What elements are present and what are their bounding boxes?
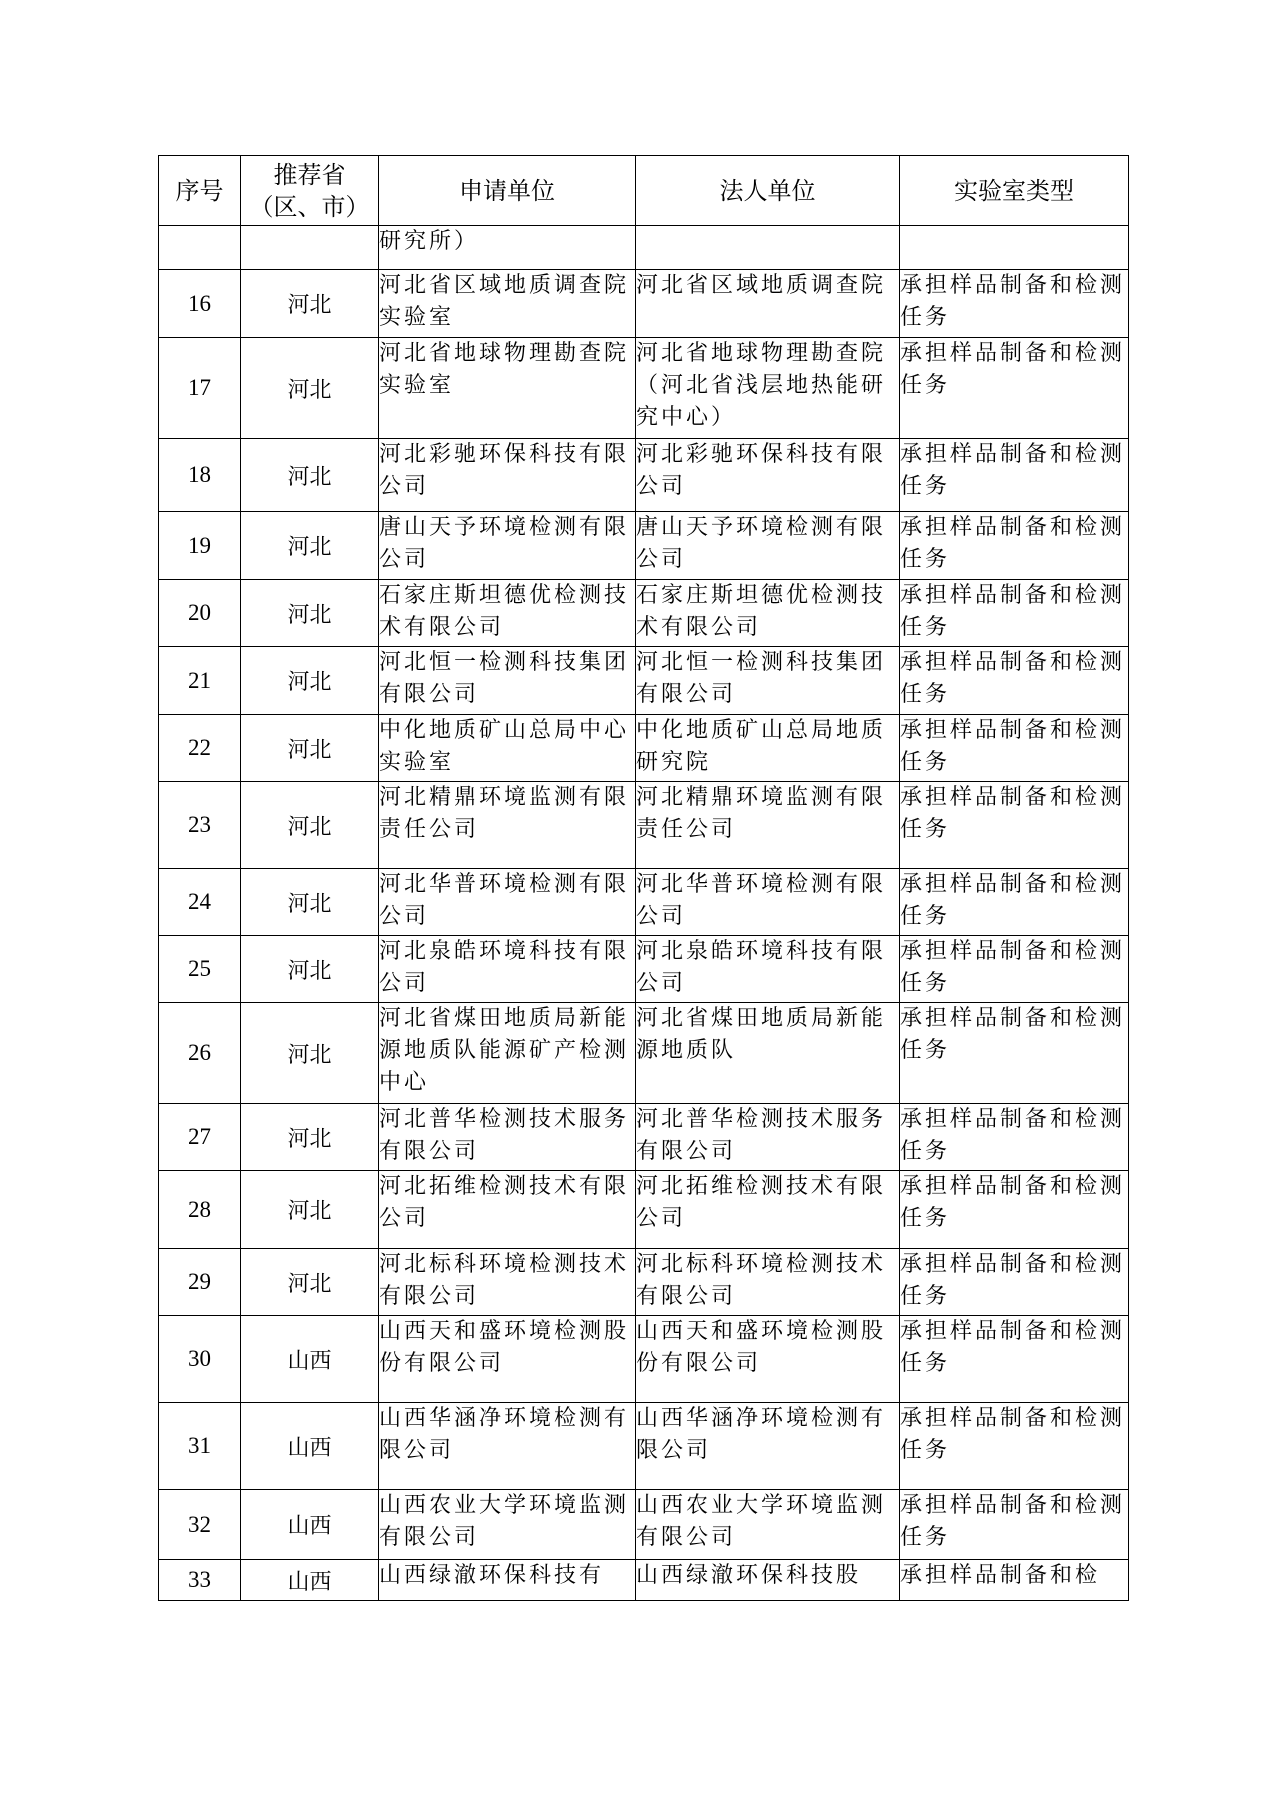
row-province-cell: 河北 [241, 647, 379, 715]
row-index-cell: 26 [159, 1003, 241, 1104]
row-index-cell: 29 [159, 1249, 241, 1316]
continuation-index-cell [159, 226, 241, 270]
header-applicant: 申请单位 [379, 156, 636, 226]
row-index-cell: 20 [159, 580, 241, 647]
header-province-line2: （区、市） [249, 192, 370, 221]
row-lab-type-cell: 承担样品制备和检测任务 [900, 782, 1129, 869]
row-index-cell: 28 [159, 1171, 241, 1249]
row-province-cell: 山西 [241, 1316, 379, 1403]
row-index-cell: 33 [159, 1560, 241, 1601]
row-index-cell: 21 [159, 647, 241, 715]
row-province-cell: 河北 [241, 439, 379, 512]
row-province-cell: 山西 [241, 1490, 379, 1560]
header-province [241, 156, 379, 226]
row-index-cell: 30 [159, 1316, 241, 1403]
row-lab-type-cell: 承担样品制备和检测任务 [900, 1316, 1129, 1403]
row-lab-type-cell: 承担样品制备和检 [900, 1560, 1129, 1601]
row-applicant-cell: 河北标科环境检测技术有限公司 [379, 1249, 636, 1316]
row-province-cell: 河北 [241, 1104, 379, 1171]
row-province-cell: 山西 [241, 1560, 379, 1601]
row-index-cell: 25 [159, 936, 241, 1003]
row-province-cell: 山西 [241, 1403, 379, 1490]
row-lab-type-cell: 承担样品制备和检测任务 [900, 715, 1129, 782]
row-legal-entity-cell: 河北省煤田地质局新能源地质队 [636, 1003, 900, 1104]
header-row [159, 156, 1129, 226]
row-index-cell: 16 [159, 270, 241, 338]
row-lab-type-cell: 承担样品制备和检测任务 [900, 1490, 1129, 1560]
row-legal-entity-cell: 石家庄斯坦德优检测技术有限公司 [636, 580, 900, 647]
table-row [159, 512, 1129, 580]
table-row [159, 1171, 1129, 1249]
continuation-row [159, 226, 1129, 270]
row-legal-entity-cell: 河北华普环境检测有限公司 [636, 869, 900, 936]
row-index-cell: 17 [159, 338, 241, 439]
table-row [159, 647, 1129, 715]
continuation-province-cell [241, 226, 379, 270]
row-province-cell: 河北 [241, 869, 379, 936]
row-province-cell: 河北 [241, 338, 379, 439]
table-row [159, 1560, 1129, 1601]
table-row [159, 869, 1129, 936]
row-index-cell: 18 [159, 439, 241, 512]
row-province-cell: 河北 [241, 1003, 379, 1104]
row-applicant-cell: 中化地质矿山总局中心实验室 [379, 715, 636, 782]
table-row [159, 715, 1129, 782]
row-lab-type-cell: 承担样品制备和检测任务 [900, 1249, 1129, 1316]
row-lab-type-cell: 承担样品制备和检测任务 [900, 647, 1129, 715]
row-province-cell: 河北 [241, 715, 379, 782]
table-row [159, 782, 1129, 869]
row-applicant-cell: 河北省地球物理勘查院实验室 [379, 338, 636, 439]
continuation-applicant-cell: 研究所） [379, 226, 636, 270]
row-applicant-cell: 河北省煤田地质局新能源地质队能源矿产检测中心 [379, 1003, 636, 1104]
row-legal-entity-cell: 河北彩驰环保科技有限公司 [636, 439, 900, 512]
row-province-cell: 河北 [241, 936, 379, 1003]
row-legal-entity-cell: 中化地质矿山总局地质研究院 [636, 715, 900, 782]
row-applicant-cell: 河北精鼎环境监测有限责任公司 [379, 782, 636, 869]
table-row [159, 439, 1129, 512]
row-lab-type-cell: 承担样品制备和检测任务 [900, 1104, 1129, 1171]
row-lab-type-cell: 承担样品制备和检测任务 [900, 869, 1129, 936]
continuation-type-cell [900, 226, 1129, 270]
row-applicant-cell: 河北恒一检测科技集团有限公司 [379, 647, 636, 715]
row-province-cell: 河北 [241, 580, 379, 647]
row-lab-type-cell: 承担样品制备和检测任务 [900, 1403, 1129, 1490]
row-legal-entity-cell: 唐山天予环境检测有限公司 [636, 512, 900, 580]
row-legal-entity-cell: 山西天和盛环境检测股份有限公司 [636, 1316, 900, 1403]
row-legal-entity-cell: 河北精鼎环境监测有限责任公司 [636, 782, 900, 869]
row-lab-type-cell: 承担样品制备和检测任务 [900, 439, 1129, 512]
row-index-cell: 24 [159, 869, 241, 936]
row-province-cell: 河北 [241, 1249, 379, 1316]
row-legal-entity-cell: 山西农业大学环境监测有限公司 [636, 1490, 900, 1560]
row-province-cell: 河北 [241, 1171, 379, 1249]
row-legal-entity-cell: 山西华涵净环境检测有限公司 [636, 1403, 900, 1490]
table-row [159, 338, 1129, 439]
table-row [159, 1316, 1129, 1403]
row-index-cell: 19 [159, 512, 241, 580]
table-row [159, 1403, 1129, 1490]
row-index-cell: 31 [159, 1403, 241, 1490]
continuation-legal-cell [636, 226, 900, 270]
row-index-cell: 32 [159, 1490, 241, 1560]
header-index: 序号 [159, 156, 241, 226]
row-province-cell: 河北 [241, 270, 379, 338]
row-legal-entity-cell: 河北标科环境检测技术有限公司 [636, 1249, 900, 1316]
row-applicant-cell: 河北华普环境检测有限公司 [379, 869, 636, 936]
table-row [159, 1249, 1129, 1316]
row-index-cell: 27 [159, 1104, 241, 1171]
row-legal-entity-cell: 河北省地球物理勘查院（河北省浅层地热能研究中心） [636, 338, 900, 439]
row-lab-type-cell: 承担样品制备和检测任务 [900, 580, 1129, 647]
row-applicant-cell: 河北彩驰环保科技有限公司 [379, 439, 636, 512]
row-index-cell: 23 [159, 782, 241, 869]
table-row [159, 580, 1129, 647]
row-legal-entity-cell: 河北拓维检测技术有限公司 [636, 1171, 900, 1249]
row-applicant-cell: 石家庄斯坦德优检测技术有限公司 [379, 580, 636, 647]
laboratory-list-table [158, 155, 1129, 1601]
row-legal-entity-cell: 河北普华检测技术服务有限公司 [636, 1104, 900, 1171]
row-lab-type-cell: 承担样品制备和检测任务 [900, 1171, 1129, 1249]
table-row [159, 936, 1129, 1003]
row-lab-type-cell: 承担样品制备和检测任务 [900, 270, 1129, 338]
row-applicant-cell: 唐山天予环境检测有限公司 [379, 512, 636, 580]
row-applicant-cell: 河北普华检测技术服务有限公司 [379, 1104, 636, 1171]
table-row [159, 1490, 1129, 1560]
table-body [159, 226, 1129, 1601]
header-lab-type: 实验室类型 [900, 156, 1129, 226]
row-lab-type-cell: 承担样品制备和检测任务 [900, 1003, 1129, 1104]
header-legal-entity: 法人单位 [636, 156, 900, 226]
row-legal-entity-cell: 河北省区域地质调查院 [636, 270, 900, 338]
row-legal-entity-cell: 山西绿澈环保科技股 [636, 1560, 900, 1601]
table-row [159, 270, 1129, 338]
row-lab-type-cell: 承担样品制备和检测任务 [900, 936, 1129, 1003]
table-row [159, 1003, 1129, 1104]
row-legal-entity-cell: 河北恒一检测科技集团有限公司 [636, 647, 900, 715]
row-applicant-cell: 山西绿澈环保科技有 [379, 1560, 636, 1601]
row-applicant-cell: 河北省区域地质调查院实验室 [379, 270, 636, 338]
row-applicant-cell: 河北泉皓环境科技有限公司 [379, 936, 636, 1003]
row-index-cell: 22 [159, 715, 241, 782]
row-applicant-cell: 山西农业大学环境监测有限公司 [379, 1490, 636, 1560]
row-applicant-cell: 山西华涵净环境检测有限公司 [379, 1403, 636, 1490]
header-province-line1: 推荐省 [273, 160, 346, 189]
row-lab-type-cell: 承担样品制备和检测任务 [900, 338, 1129, 439]
row-legal-entity-cell: 河北泉皓环境科技有限公司 [636, 936, 900, 1003]
row-applicant-cell: 河北拓维检测技术有限公司 [379, 1171, 636, 1249]
row-applicant-cell: 山西天和盛环境检测股份有限公司 [379, 1316, 636, 1403]
table-row [159, 1104, 1129, 1171]
row-province-cell: 河北 [241, 512, 379, 580]
row-lab-type-cell: 承担样品制备和检测任务 [900, 512, 1129, 580]
row-province-cell: 河北 [241, 782, 379, 869]
